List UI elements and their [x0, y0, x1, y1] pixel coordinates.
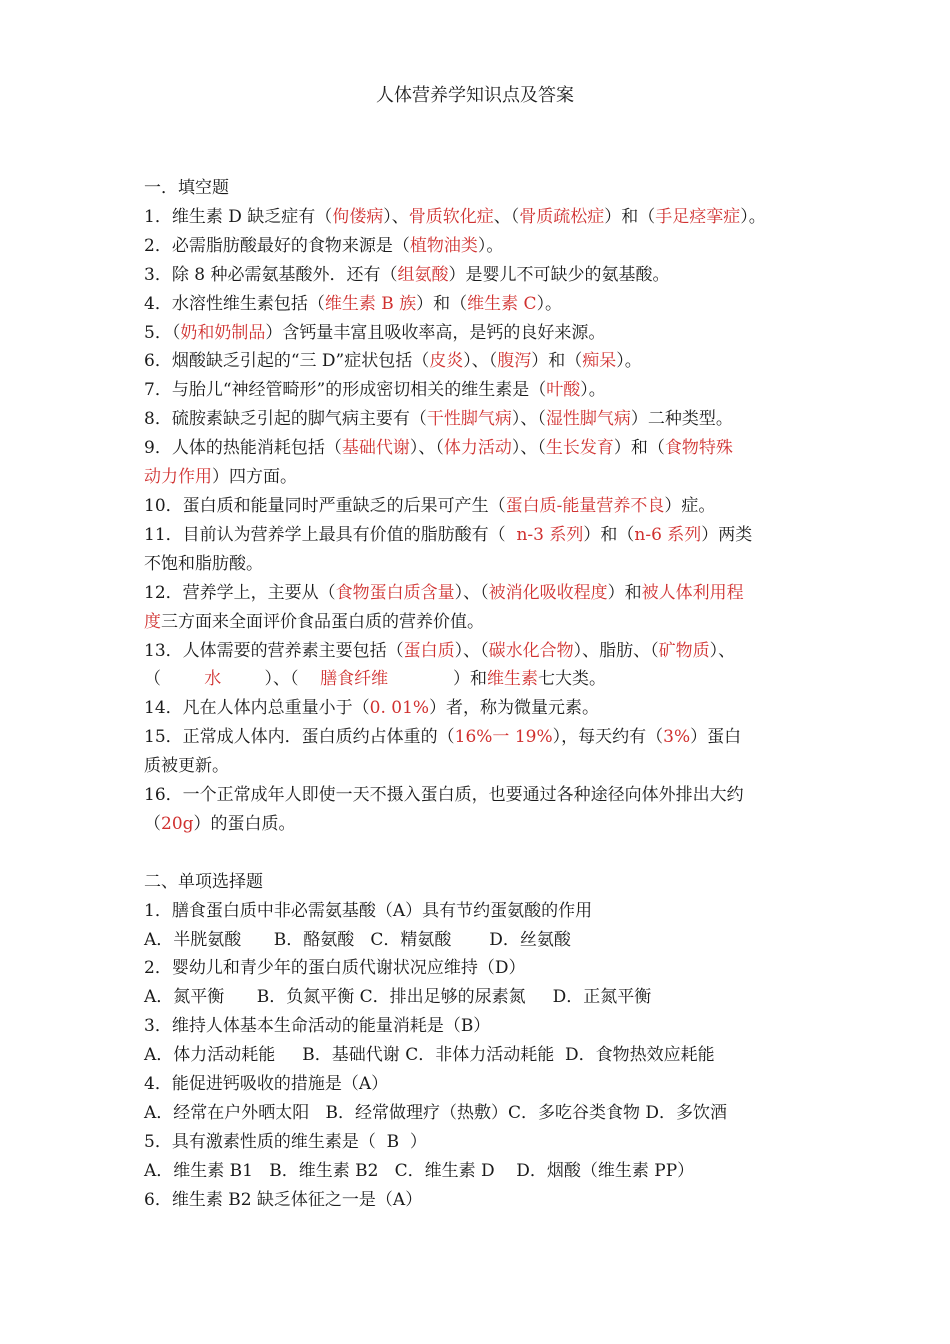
- question-text: ）和: [607, 582, 642, 603]
- question-text: ）。: [477, 235, 504, 256]
- answer-text: 皮炎: [429, 351, 464, 372]
- document-body: [144, 174, 808, 1215]
- text-line: [144, 174, 808, 203]
- text-line: [144, 521, 808, 550]
- question-text: ）四方面。: [212, 467, 297, 488]
- question-text: 5．具有激素性质的维生素是（ B ）: [144, 1131, 427, 1152]
- question-text: A．经常在户外晒太阳 B．经常做理疗（热敷）C．多吃谷类食物 D．多饮酒: [144, 1102, 728, 1123]
- text-line: [144, 347, 808, 376]
- text-line: [144, 232, 808, 261]
- answer-text: 20g: [161, 813, 194, 834]
- text-line: [144, 694, 808, 723]
- answer-text: 干性脚气病: [426, 409, 512, 430]
- question-text: 13．人体需要的营养素主要包括（: [144, 640, 404, 661]
- question-text: ）是婴儿不可缺少的氨基酸。: [448, 264, 670, 285]
- question-text: 不饱和脂肪酸。: [144, 553, 263, 574]
- text-line: [144, 897, 808, 926]
- question-text: ）。: [580, 380, 606, 401]
- question-text: A．氮平衡 B．负氮平衡 C．排出足够的尿素氮 D．正氮平衡: [144, 987, 652, 1008]
- question-text: A．维生素 B1 B．维生素 B2 C．维生素 D D．烟酸（维生素 PP）: [144, 1160, 695, 1181]
- question-text: A．半胱氨酸 B．酪氨酸 C．精氨酸 D．丝氨酸: [144, 929, 571, 950]
- document-title: 人体营养学知识点及答案: [376, 85, 574, 106]
- question-text: ）、脂肪、（: [573, 640, 659, 661]
- text-line: [144, 954, 808, 983]
- answer-text: 蛋白质: [403, 640, 455, 661]
- answer-text: 生长发育: [545, 438, 614, 459]
- answer-text: 被人体利用程: [641, 582, 744, 603]
- question-text: ）两类: [701, 524, 753, 545]
- text-line: [144, 290, 808, 319]
- answer-text: n-3 系列: [516, 524, 584, 545]
- question-text: 14．凡在人体内总重量小于（: [144, 698, 370, 719]
- question-text: ）。: [616, 351, 642, 372]
- text-line: [144, 463, 808, 492]
- question-text: ）二种类型。: [630, 409, 733, 430]
- question-text: ）、: [383, 206, 409, 227]
- blank-line: [144, 839, 808, 868]
- question-text: ）和（: [583, 524, 635, 545]
- text-line: [144, 1099, 808, 1128]
- question-text: 4．能促进钙吸收的措施是（A）: [144, 1074, 389, 1095]
- text-line: [144, 926, 808, 955]
- question-text: ）、（: [454, 582, 489, 603]
- text-line: [144, 637, 808, 666]
- question-text: 、（: [493, 206, 520, 227]
- text-line: [144, 261, 808, 290]
- text-line: [144, 723, 808, 752]
- text-line: [144, 376, 808, 405]
- question-text: 三方面来全面评价食品蛋白质的营养价值。: [161, 611, 484, 632]
- question-text: 2．必需脂肪酸最好的食物来源是（: [144, 235, 410, 256]
- question-text: ）、（: [409, 438, 444, 459]
- answer-text: 矿物质: [658, 640, 710, 661]
- text-line: [144, 1157, 808, 1186]
- question-text: 二、单项选择题: [144, 871, 263, 892]
- question-text: ）和（: [531, 351, 583, 372]
- question-text: ），每天约有（: [552, 727, 664, 748]
- text-line: [144, 550, 808, 579]
- answer-text: 碳水化合物: [488, 640, 574, 661]
- question-text: 1．维生素 D 缺乏症有（: [144, 206, 333, 227]
- question-text: ）、（: [463, 351, 498, 372]
- question-text: ）、（: [454, 640, 489, 661]
- answer-text: 动力作用: [144, 467, 212, 488]
- answer-text: 膳食纤维: [320, 669, 389, 690]
- answer-text: 佝偻病: [332, 206, 384, 227]
- answer-text: 叶酸: [546, 380, 581, 401]
- answer-text: 蛋白质-能量营养不良: [505, 495, 665, 516]
- text-line: [144, 810, 808, 839]
- text-line: [144, 752, 808, 781]
- text-line: [144, 1186, 808, 1215]
- question-text: ）、（: [511, 438, 546, 459]
- question-text: ）和（: [416, 293, 468, 314]
- text-line: [144, 1070, 808, 1099]
- answer-text: 基础代谢: [341, 438, 410, 459]
- text-line: [144, 1041, 808, 1070]
- question-text: ）、（: [221, 669, 321, 690]
- question-text: ）、（: [511, 409, 546, 430]
- question-text: 9．人体的热能消耗包括（: [144, 438, 342, 459]
- answer-text: 痴呆: [582, 351, 617, 372]
- answer-text: 湿性脚气病: [545, 409, 631, 430]
- text-line: [144, 665, 808, 694]
- answer-text: 骨质软化症: [408, 206, 494, 227]
- text-line: [144, 1128, 808, 1157]
- question-text: 6．维生素 B2 缺乏体征之一是（A）: [144, 1189, 423, 1210]
- answer-text: 度: [144, 611, 161, 632]
- answer-text: 维生素 C: [467, 293, 537, 314]
- question-text: 2．婴幼儿和青少年的蛋白质代谢状况应维持（D）: [144, 958, 526, 979]
- question-text: 11．目前认为营养学上最具有价值的脂肪酸有（: [144, 524, 517, 545]
- text-line: [144, 868, 808, 897]
- question-text: ）蛋白: [690, 727, 742, 748]
- text-line: [144, 608, 808, 637]
- question-text: ）。: [536, 293, 563, 314]
- answer-text: 食物蛋白质含量: [335, 582, 455, 603]
- answer-text: 手足痉挛症: [655, 206, 741, 227]
- answer-text: 食物特殊: [664, 438, 733, 459]
- text-line: [144, 983, 808, 1012]
- question-text: ）和: [388, 669, 487, 690]
- answer-text: 奶和奶制品: [180, 322, 266, 343]
- text-line: [144, 1012, 808, 1041]
- answer-text: 骨质疏松症: [519, 206, 605, 227]
- question-text: ）和（: [613, 438, 665, 459]
- answer-text: 16%一 19%: [454, 727, 553, 748]
- answer-text: 腹泻: [497, 351, 532, 372]
- answer-text: 体力活动: [443, 438, 512, 459]
- question-text: 12．营养学上，主要从（: [144, 582, 336, 603]
- question-text: ）症。: [664, 495, 716, 516]
- question-text: （: [144, 813, 161, 834]
- question-text: 一．填空题: [144, 178, 229, 198]
- question-text: 6．烟酸缺乏引起的“三 D”症状包括（: [144, 351, 430, 372]
- question-text: （: [144, 669, 205, 690]
- question-text: 质被更新。: [144, 756, 229, 777]
- question-text: 10．蛋白质和能量同时严重缺乏的后果可产生（: [144, 495, 506, 516]
- question-text: ）的蛋白质。: [193, 813, 296, 834]
- answer-text: n-6 系列: [634, 524, 702, 545]
- question-text: ）者，称为微量元素。: [429, 698, 600, 719]
- text-line: [144, 203, 808, 232]
- question-text: 3．维持人体基本生命活动的能量消耗是（B）: [144, 1016, 491, 1037]
- question-text: ）和（: [604, 206, 656, 227]
- text-line: [144, 579, 808, 608]
- answer-text: 水: [204, 669, 222, 690]
- text-line: [144, 434, 808, 463]
- question-text: 15．正常成人体内．蛋白质约占体重的（: [144, 727, 455, 748]
- answer-text: 维生素: [486, 669, 538, 690]
- question-text: 3．除 8 种必需氨基酸外．还有（: [144, 264, 398, 285]
- question-text: 8．硫胺素缺乏引起的脚气病主要有（: [144, 409, 427, 430]
- text-line: [144, 781, 808, 810]
- question-text: 4．水溶性维生素包括（: [144, 293, 325, 314]
- answer-text: 维生素 B 族: [324, 293, 417, 314]
- question-text: ）、: [709, 640, 736, 661]
- text-line: [144, 492, 808, 521]
- question-text: A．体力活动耗能 B．基础代谢 C．非体力活动耗能 D．食物热效应耗能: [144, 1045, 715, 1066]
- answer-text: 3%: [663, 727, 691, 748]
- question-text: 七大类。: [537, 669, 606, 690]
- answer-text: 0. 01%: [369, 698, 430, 719]
- question-text: 7．与胎儿“神经管畸形”的形成密切相关的维生素是（: [144, 380, 547, 401]
- question-text: ）。: [740, 206, 766, 227]
- answer-text: 被消化吸收程度: [488, 582, 608, 603]
- question-text: 16．一个正常成年人即使一天不摄入蛋白质，也要通过各种途径向体外排出大约: [144, 785, 744, 806]
- question-text: 1．膳食蛋白质中非必需氨基酸（A）具有节约蛋氨酸的作用: [144, 900, 593, 921]
- text-line: [144, 319, 808, 348]
- answer-text: 组氨酸: [397, 264, 449, 285]
- question-text: ）含钙量丰富且吸收率高，是钙的良好来源。: [265, 322, 606, 343]
- question-text: 5．（: [144, 322, 181, 343]
- answer-text: 植物油类: [409, 235, 478, 256]
- text-line: [144, 405, 808, 434]
